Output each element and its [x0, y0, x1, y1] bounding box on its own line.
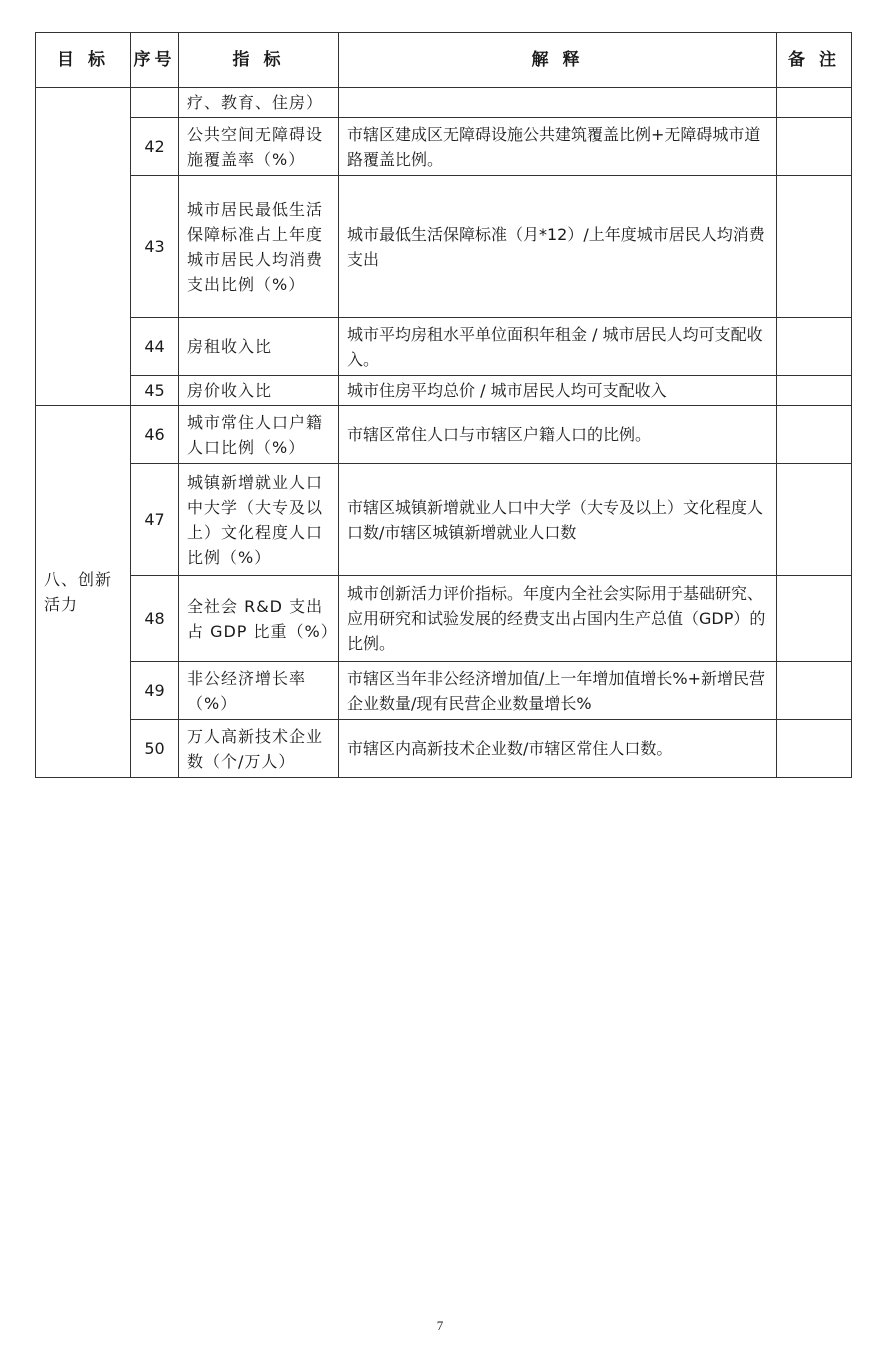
table-row: [36, 176, 852, 318]
remark-cell: [777, 406, 852, 464]
indicator-cell: 房租收入比: [179, 318, 339, 376]
remark-cell: [777, 376, 852, 406]
remark-cell: [777, 662, 852, 720]
seq-cell: 44: [131, 318, 179, 376]
remark-cell: [777, 176, 852, 318]
table-row: [36, 576, 852, 662]
indicator-cell: 房价收入比: [179, 376, 339, 406]
header-remark: 备 注: [777, 33, 852, 88]
seq-cell: 45: [131, 376, 179, 406]
indicator-cell: 城市常住人口户籍人口比例（%）: [179, 406, 339, 464]
header-seq: 序号: [131, 33, 179, 88]
explanation-cell: 城市最低生活保障标准（月*12）/上年度城市居民人均消费支出: [339, 176, 777, 318]
indicator-cell: 非公经济增长率（%）: [179, 662, 339, 720]
table-row: [36, 720, 852, 778]
seq-cell: 49: [131, 662, 179, 720]
header-explanation: 解 释: [339, 33, 777, 88]
table-row: [36, 406, 852, 464]
seq-cell: 47: [131, 464, 179, 576]
seq-cell: [131, 88, 179, 118]
remark-cell: [777, 576, 852, 662]
explanation-cell: 市辖区内高新技术企业数/市辖区常住人口数。: [339, 720, 777, 778]
table-header-row: [36, 33, 852, 88]
table-row: [36, 464, 852, 576]
seq-cell: 42: [131, 118, 179, 176]
table-row: [36, 662, 852, 720]
seq-cell: 43: [131, 176, 179, 318]
goal-cell-innovation: 八、创新活力: [36, 406, 131, 778]
explanation-cell: [339, 88, 777, 118]
indicator-cell: 城市居民最低生活保障标准占上年度城市居民人均消费支出比例（%）: [179, 176, 339, 318]
goal-cell-continued: [36, 88, 131, 406]
indicator-cell: 万人高新技术企业数（个/万人）: [179, 720, 339, 778]
remark-cell: [777, 318, 852, 376]
explanation-cell: 城市创新活力评价指标。年度内全社会实际用于基础研究、应用研究和试验发展的经费支出占国内生产总值（GDP）的比例。: [339, 576, 777, 662]
remark-cell: [777, 88, 852, 118]
header-goal: 目 标: [36, 33, 131, 88]
seq-cell: 50: [131, 720, 179, 778]
table-row: [36, 88, 852, 118]
table-row: [36, 376, 852, 406]
page-number: 7: [436, 1318, 444, 1333]
explanation-cell: 市辖区当年非公经济增加值/上一年增加值增长%+新增民营企业数量/现有民营企业数量增长%: [339, 662, 777, 720]
indicator-cell: 城镇新增就业人口中大学（大专及以上）文化程度人口比例（%）: [179, 464, 339, 576]
table-row: [36, 118, 852, 176]
remark-cell: [777, 118, 852, 176]
explanation-cell: 市辖区常住人口与市辖区户籍人口的比例。: [339, 406, 777, 464]
remark-cell: [777, 720, 852, 778]
indicator-cell: 全社会 R&D 支出占 GDP 比重（%）: [179, 576, 339, 662]
explanation-cell: 城市平均房租水平单位面积年租金 / 城市居民人均可支配收入。: [339, 318, 777, 376]
explanation-cell: 市辖区建成区无障碍设施公共建筑覆盖比例+无障碍城市道路覆盖比例。: [339, 118, 777, 176]
indicator-cell: 公共空间无障碍设施覆盖率（%）: [179, 118, 339, 176]
remark-cell: [777, 464, 852, 576]
header-indicator: 指 标: [179, 33, 339, 88]
explanation-cell: 城市住房平均总价 / 城市居民人均可支配收入: [339, 376, 777, 406]
indicator-cell: 疗、教育、住房）: [179, 88, 339, 118]
explanation-cell: 市辖区城镇新增就业人口中大学（大专及以上）文化程度人口数/市辖区城镇新增就业人口数: [339, 464, 777, 576]
indicator-table: [35, 32, 852, 778]
seq-cell: 46: [131, 406, 179, 464]
table-row: [36, 318, 852, 376]
seq-cell: 48: [131, 576, 179, 662]
